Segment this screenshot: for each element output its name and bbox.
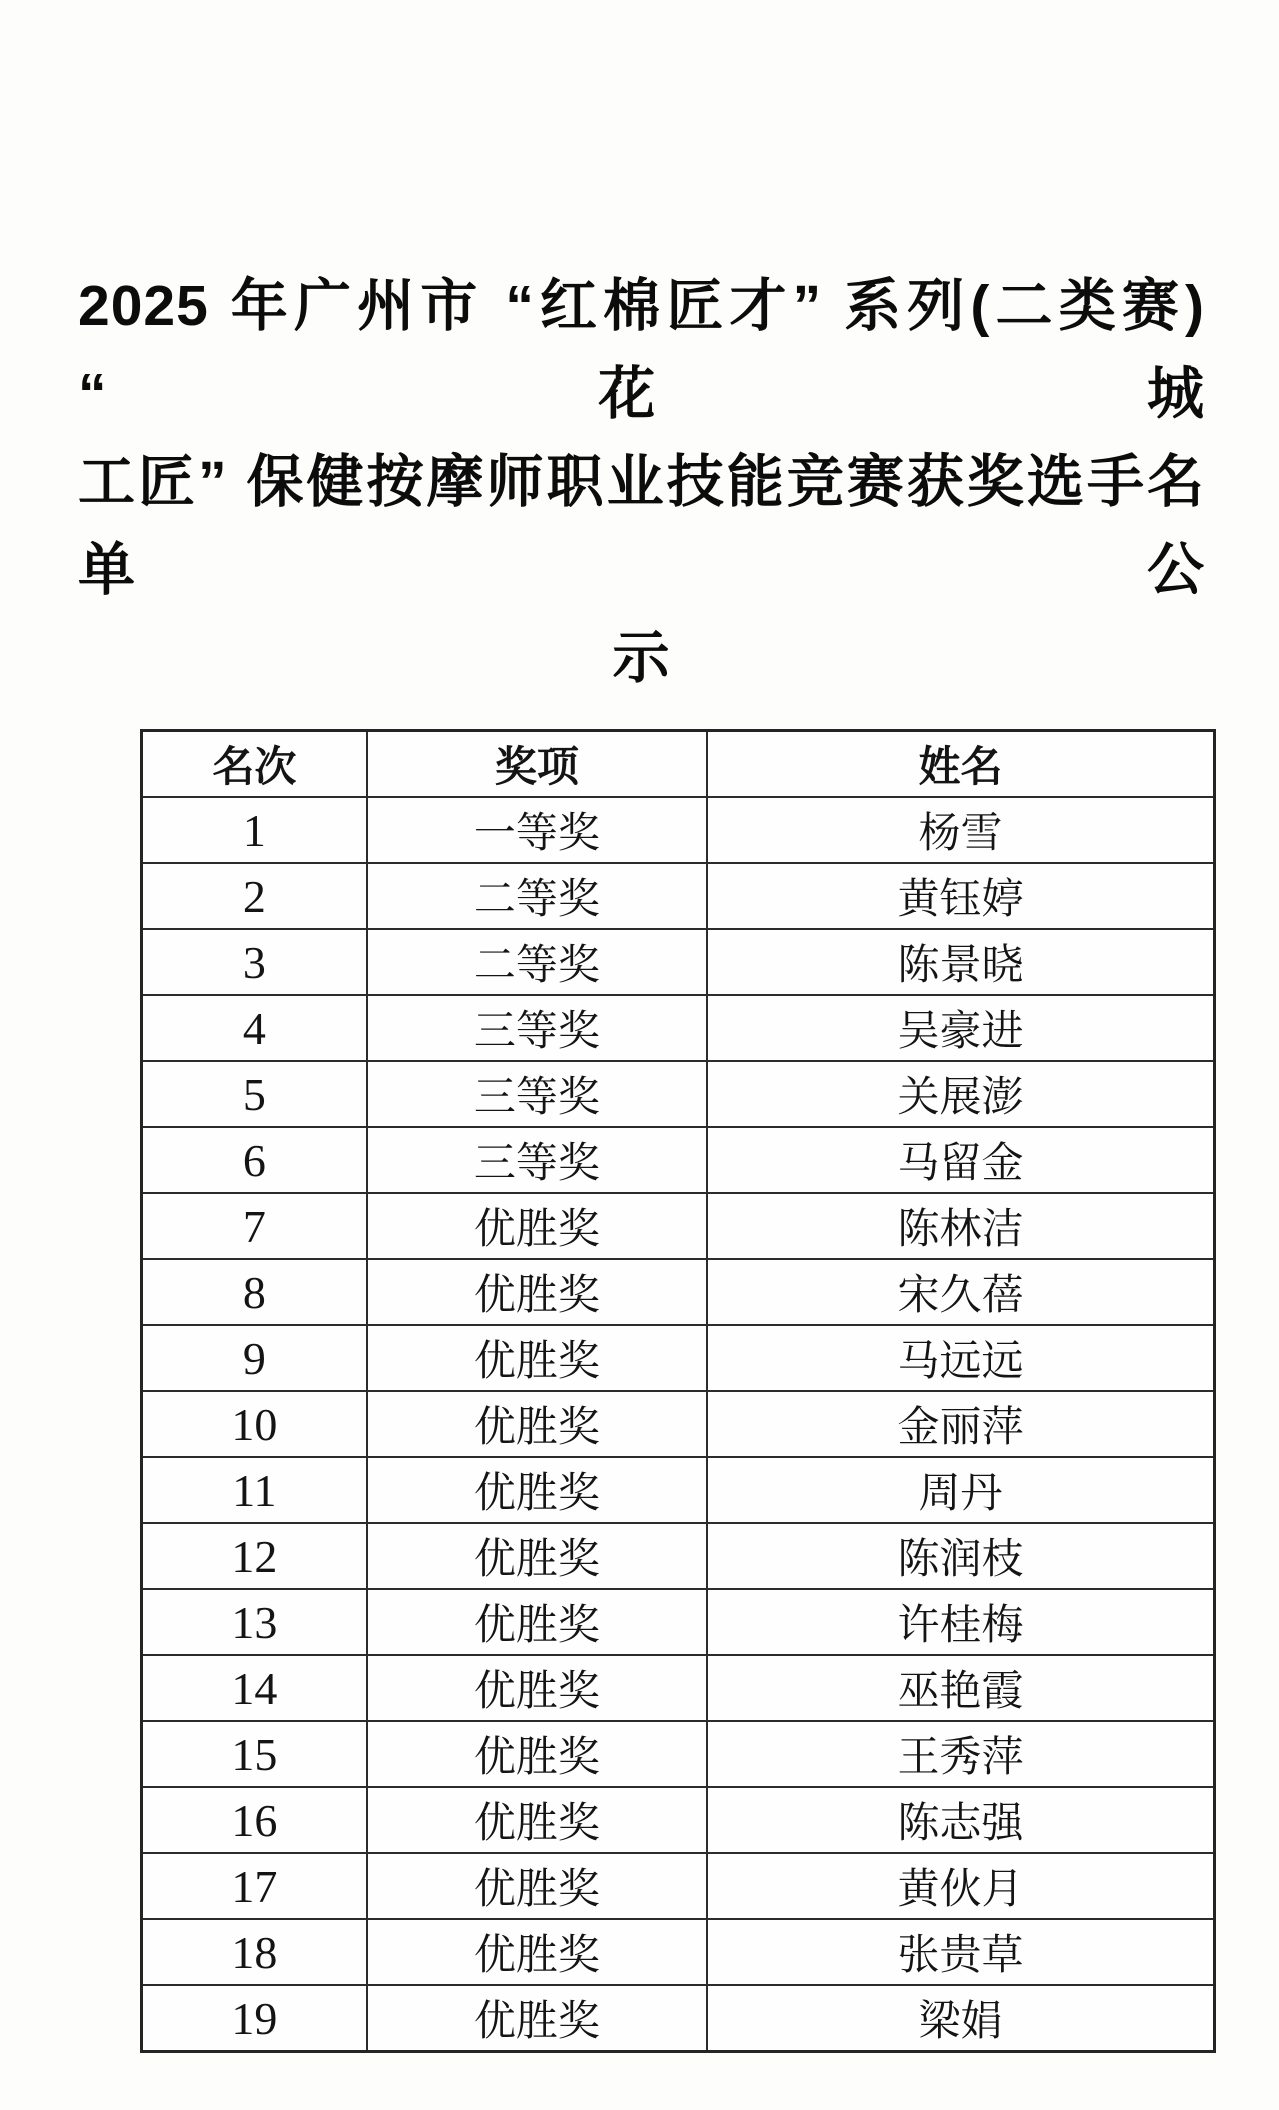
rank-cell: 18 [142, 1919, 367, 1985]
award-cell: 三等奖 [367, 1127, 707, 1193]
name-cell: 马远远 [707, 1325, 1215, 1391]
name-cell: 吴豪进 [707, 995, 1215, 1061]
title-line-3: 示 [612, 626, 671, 690]
award-cell: 优胜奖 [367, 1721, 707, 1787]
name-cell: 黄伙月 [707, 1853, 1215, 1919]
rank-cell: 3 [142, 929, 367, 995]
table-row [142, 929, 1215, 995]
table-row [142, 797, 1215, 863]
rank-cell: 19 [142, 1985, 367, 2052]
name-cell: 陈林洁 [707, 1193, 1215, 1259]
table-row [142, 995, 1215, 1061]
title-line-2: 工匠” 保健按摩师职业技能竞赛获奖选手名单公 [78, 450, 1205, 602]
rank-cell: 10 [142, 1391, 367, 1457]
table-row [142, 1589, 1215, 1655]
award-cell: 优胜奖 [367, 1523, 707, 1589]
award-cell: 优胜奖 [367, 1655, 707, 1721]
rank-cell: 6 [142, 1127, 367, 1193]
table-row [142, 1787, 1215, 1853]
name-cell: 陈润枝 [707, 1523, 1215, 1589]
award-cell: 优胜奖 [367, 1919, 707, 1985]
table-row [142, 1919, 1215, 1985]
rank-cell: 16 [142, 1787, 367, 1853]
name-cell: 许桂梅 [707, 1589, 1215, 1655]
table-header-row [142, 731, 1215, 798]
table-row [142, 1853, 1215, 1919]
name-cell: 陈景晓 [707, 929, 1215, 995]
award-cell: 优胜奖 [367, 1985, 707, 2052]
award-cell: 三等奖 [367, 1061, 707, 1127]
table-row [142, 1721, 1215, 1787]
table-row [142, 1193, 1215, 1259]
name-cell: 张贵草 [707, 1919, 1215, 1985]
name-cell: 宋久蓓 [707, 1259, 1215, 1325]
header-name: 姓名 [707, 731, 1215, 798]
rank-cell: 5 [142, 1061, 367, 1127]
table-row [142, 1259, 1215, 1325]
table-row [142, 1523, 1215, 1589]
table-row [142, 1127, 1215, 1193]
name-cell: 黄钰婷 [707, 863, 1215, 929]
header-rank: 名次 [142, 731, 367, 798]
rank-cell: 4 [142, 995, 367, 1061]
award-cell: 二等奖 [367, 929, 707, 995]
table-row [142, 1985, 1215, 2052]
table-row [142, 1457, 1215, 1523]
name-cell: 关展澎 [707, 1061, 1215, 1127]
awards-table [140, 729, 1216, 2053]
rank-cell: 2 [142, 863, 367, 929]
award-cell: 优胜奖 [367, 1259, 707, 1325]
rank-cell: 1 [142, 797, 367, 863]
award-cell: 优胜奖 [367, 1391, 707, 1457]
award-cell: 优胜奖 [367, 1457, 707, 1523]
rank-cell: 9 [142, 1325, 367, 1391]
title-line-1: 2025 年广州市 “红棉匠才” 系列(二类赛) “花城 [78, 274, 1205, 426]
award-cell: 一等奖 [367, 797, 707, 863]
rank-cell: 15 [142, 1721, 367, 1787]
page-title [0, 0, 1279, 702]
award-cell: 优胜奖 [367, 1589, 707, 1655]
award-cell: 优胜奖 [367, 1325, 707, 1391]
award-cell: 优胜奖 [367, 1853, 707, 1919]
rank-cell: 8 [142, 1259, 367, 1325]
award-cell: 二等奖 [367, 863, 707, 929]
name-cell: 王秀萍 [707, 1721, 1215, 1787]
rank-cell: 17 [142, 1853, 367, 1919]
award-cell: 三等奖 [367, 995, 707, 1061]
rank-cell: 14 [142, 1655, 367, 1721]
table-row [142, 1061, 1215, 1127]
table-row [142, 1655, 1215, 1721]
name-cell: 梁娟 [707, 1985, 1215, 2052]
name-cell: 马留金 [707, 1127, 1215, 1193]
name-cell: 陈志强 [707, 1787, 1215, 1853]
award-cell: 优胜奖 [367, 1787, 707, 1853]
rank-cell: 12 [142, 1523, 367, 1589]
name-cell: 杨雪 [707, 797, 1215, 863]
header-award: 奖项 [367, 731, 707, 798]
table-row [142, 1391, 1215, 1457]
table-row [142, 863, 1215, 929]
name-cell: 周丹 [707, 1457, 1215, 1523]
name-cell: 金丽萍 [707, 1391, 1215, 1457]
table-row [142, 1325, 1215, 1391]
award-cell: 优胜奖 [367, 1193, 707, 1259]
rank-cell: 13 [142, 1589, 367, 1655]
name-cell: 巫艳霞 [707, 1655, 1215, 1721]
rank-cell: 11 [142, 1457, 367, 1523]
rank-cell: 7 [142, 1193, 367, 1259]
